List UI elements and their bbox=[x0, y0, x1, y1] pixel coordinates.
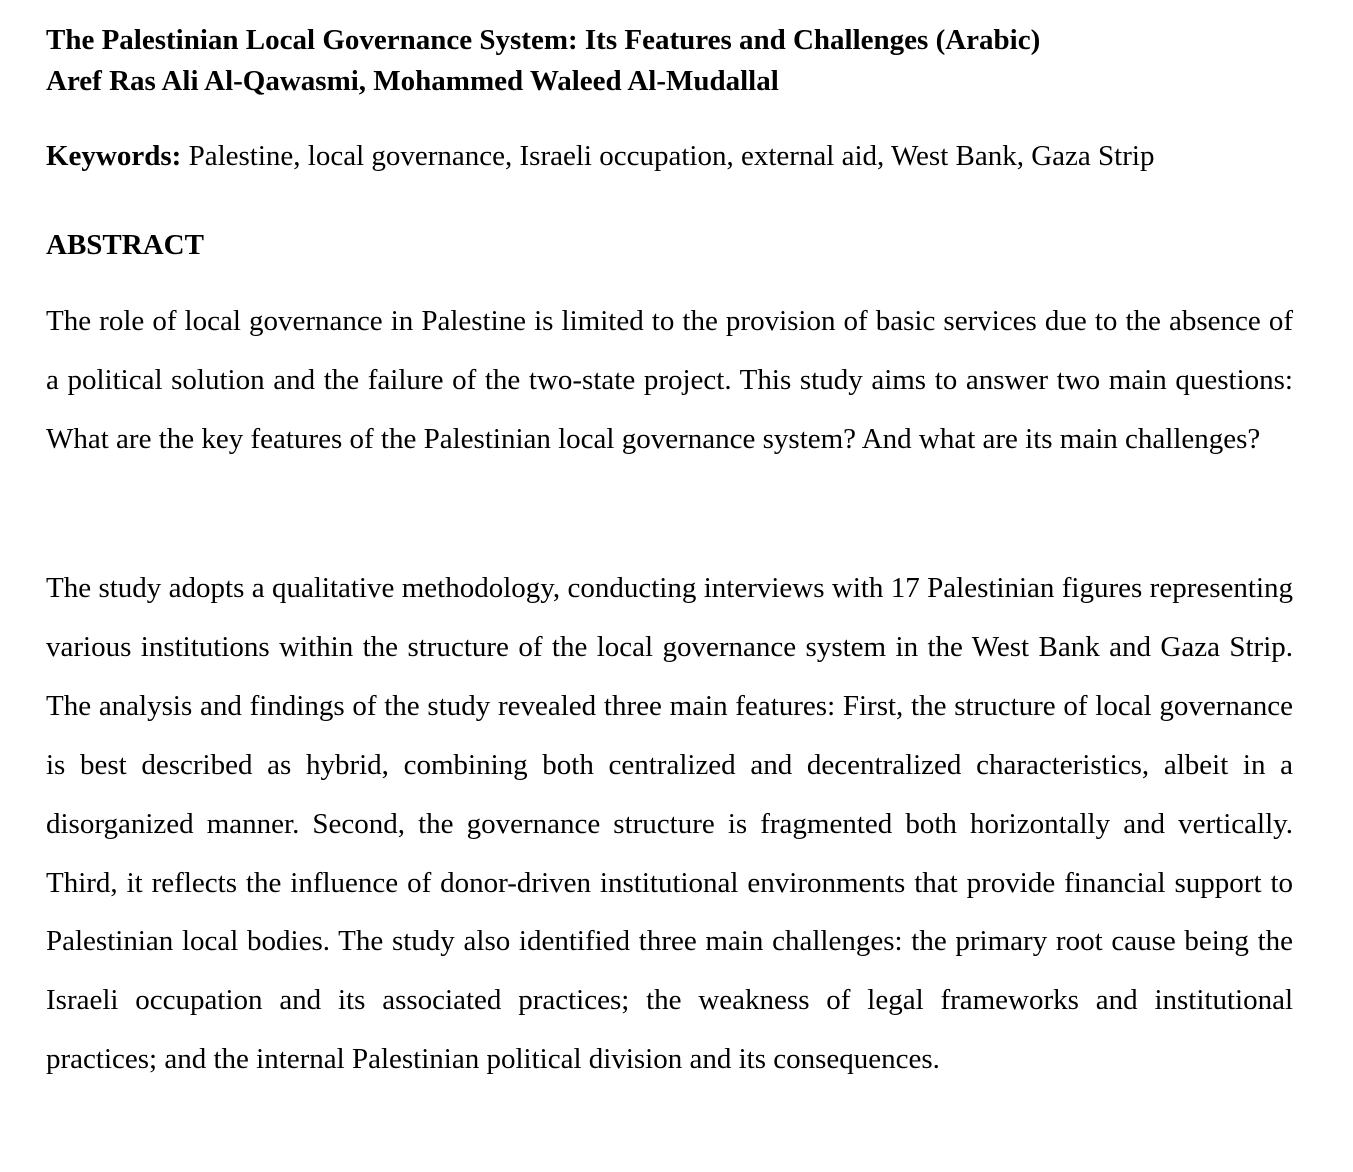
title-block bbox=[46, 20, 1293, 102]
keywords-line bbox=[46, 136, 1293, 177]
abstract-paragraph-2: The study adopts a qualitative methodology, conducting interviews with 17 Palestinian figures representing various institutions within the structure of the local governance system in the West Bank and Gaza Strip. The analysis and findings of the study revealed three main features: First, the structure of local governance is best described as hybrid, combining both centralized and decentralized characteristics, albeit in a disorganized manner. Second, the governance structure is fragmented both horizontally and vertically. Third, it reflects the influence of donor-driven institutional environments that provide financial support to Palestinian local bodies. The study also identified three main challenges: the primary root cause being the Israeli occupation and its associated practices; the weakness of legal frameworks and institutional practices; and the internal Palestinian political division and its consequences. bbox=[46, 572, 1293, 1076]
paper-authors: Aref Ras Ali Al-Qawasmi, Mohammed Waleed Al-Mudallal bbox=[46, 65, 779, 97]
keywords-label: Keywords: bbox=[46, 140, 189, 172]
abstract-heading: ABSTRACT bbox=[46, 229, 204, 261]
keywords-list: Palestine, local governance, Israeli occupation, external aid, West Bank, Gaza Strip bbox=[188, 140, 1155, 172]
paper-title: The Palestinian Local Governance System: Its Features and Challenges (Arabic) bbox=[46, 24, 1041, 56]
abstract-paragraph-1: The role of local governance in Palestine is limited to the provision of basic services due to the absence of a political solution and the failure of the two-state project. This study aims to answer two main questions: What are the key features of the Palestinian local governance system? And what are its main challenges? bbox=[46, 305, 1293, 455]
